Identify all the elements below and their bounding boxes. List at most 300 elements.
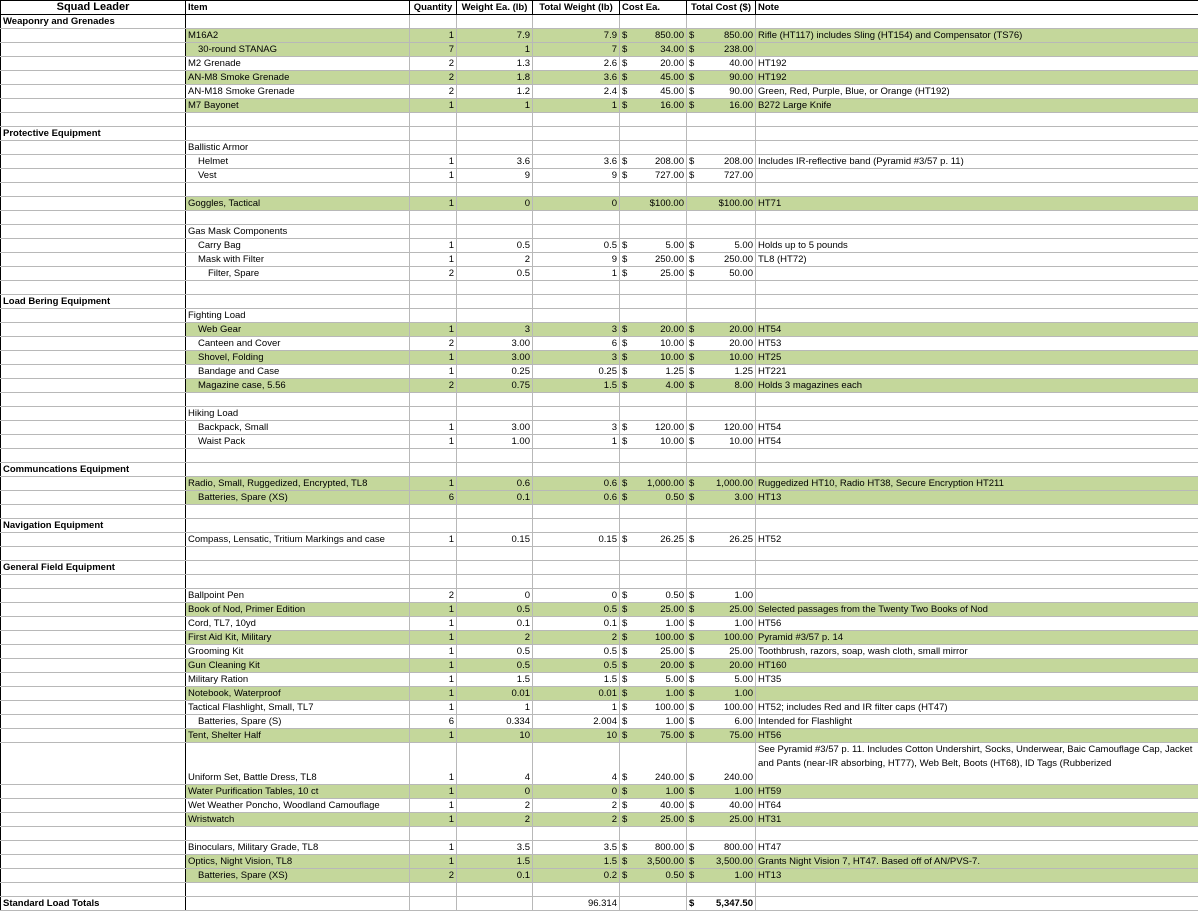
total-weight-cell[interactable]: 1.5 xyxy=(533,855,620,869)
category-cell[interactable] xyxy=(1,743,186,785)
item-cell[interactable]: Helmet xyxy=(186,155,410,169)
category-cell[interactable] xyxy=(1,239,186,253)
empty-cell[interactable] xyxy=(186,463,410,477)
empty-cell[interactable] xyxy=(687,183,756,197)
cost-each-cell[interactable] xyxy=(620,659,687,673)
item-cell[interactable]: Tactical Flashlight, Small, TL7 xyxy=(186,701,410,715)
total-weight-cell[interactable]: 1.5 xyxy=(533,673,620,687)
empty-cell[interactable] xyxy=(186,547,410,561)
empty-cell[interactable] xyxy=(533,113,620,127)
note-cell[interactable]: TL8 (HT72) xyxy=(756,253,1198,267)
empty-cell[interactable] xyxy=(687,561,756,575)
note-cell[interactable] xyxy=(756,225,1198,239)
category-cell[interactable] xyxy=(1,855,186,869)
empty-cell[interactable] xyxy=(410,127,457,141)
note-cell[interactable]: Ruggedized HT10, Radio HT38, Secure Encryption HT211 xyxy=(756,477,1198,491)
empty-cell[interactable] xyxy=(756,883,1198,897)
category-cell[interactable] xyxy=(1,141,186,155)
weight-each-cell[interactable]: 0 xyxy=(457,785,533,799)
section-title[interactable]: Communcations Equipment xyxy=(1,463,186,477)
empty-cell[interactable] xyxy=(687,281,756,295)
weight-each-cell[interactable]: 3 xyxy=(457,323,533,337)
quantity-cell[interactable]: 1 xyxy=(410,813,457,827)
category-cell[interactable] xyxy=(1,477,186,491)
quantity-cell[interactable]: 2 xyxy=(410,267,457,281)
empty-cell[interactable] xyxy=(533,15,620,29)
empty-cell[interactable] xyxy=(620,295,687,309)
weight-each-cell[interactable]: 3.00 xyxy=(457,351,533,365)
weight-each-cell[interactable]: 7.9 xyxy=(457,29,533,43)
total-weight-cell[interactable] xyxy=(533,141,620,155)
weight-each-cell[interactable]: 3.00 xyxy=(457,421,533,435)
cost-each-cell[interactable] xyxy=(620,57,687,71)
total-cost-cell[interactable] xyxy=(687,253,756,267)
total-weight-cell[interactable]: 0 xyxy=(533,785,620,799)
quantity-cell[interactable]: 1 xyxy=(410,701,457,715)
cost-each-cell[interactable] xyxy=(620,43,687,57)
cost-each-cell[interactable] xyxy=(620,421,687,435)
empty-cell[interactable] xyxy=(1,505,186,519)
total-cost-cell[interactable] xyxy=(687,477,756,491)
weight-each-cell[interactable]: 3.00 xyxy=(457,337,533,351)
cost-each-cell[interactable] xyxy=(620,813,687,827)
column-header-weight-each[interactable]: Weight Ea. (lb) xyxy=(457,1,533,15)
cost-each-cell[interactable] xyxy=(620,99,687,113)
category-cell[interactable] xyxy=(1,533,186,547)
empty-cell[interactable] xyxy=(687,211,756,225)
weight-each-cell[interactable]: 0.75 xyxy=(457,379,533,393)
weight-each-cell[interactable]: 1.5 xyxy=(457,673,533,687)
item-cell[interactable]: Book of Nod, Primer Edition xyxy=(186,603,410,617)
weight-each-cell[interactable]: 1 xyxy=(457,99,533,113)
empty-cell[interactable] xyxy=(186,449,410,463)
quantity-cell[interactable]: 1 xyxy=(410,659,457,673)
empty-cell[interactable] xyxy=(533,827,620,841)
note-cell[interactable]: HT52 xyxy=(756,533,1198,547)
note-cell[interactable] xyxy=(756,589,1198,603)
total-weight-cell[interactable]: 0.5 xyxy=(533,239,620,253)
empty-cell[interactable] xyxy=(457,505,533,519)
total-cost-cell[interactable] xyxy=(687,239,756,253)
item-cell[interactable]: Binoculars, Military Grade, TL8 xyxy=(186,841,410,855)
weight-each-cell[interactable]: 0.5 xyxy=(457,239,533,253)
category-cell[interactable] xyxy=(1,701,186,715)
empty-cell[interactable] xyxy=(620,505,687,519)
empty-cell[interactable] xyxy=(457,883,533,897)
weight-each-cell[interactable]: 0.5 xyxy=(457,645,533,659)
column-header-item[interactable]: Item xyxy=(186,1,410,15)
quantity-cell[interactable] xyxy=(410,225,457,239)
quantity-cell[interactable]: 1 xyxy=(410,645,457,659)
cost-each-cell[interactable] xyxy=(620,589,687,603)
item-cell[interactable]: Backpack, Small xyxy=(186,421,410,435)
cost-each-cell[interactable] xyxy=(620,141,687,155)
category-cell[interactable] xyxy=(1,365,186,379)
empty-cell[interactable] xyxy=(687,113,756,127)
item-cell[interactable]: Bandage and Case xyxy=(186,365,410,379)
empty-cell[interactable] xyxy=(756,449,1198,463)
totals-empty-cell[interactable] xyxy=(186,897,410,911)
cost-each-cell[interactable] xyxy=(620,407,687,421)
category-cell[interactable] xyxy=(1,841,186,855)
empty-cell[interactable] xyxy=(756,547,1198,561)
item-cell[interactable]: Uniform Set, Battle Dress, TL8 xyxy=(186,743,410,785)
item-cell[interactable]: Compass, Lensatic, Tritium Markings and case xyxy=(186,533,410,547)
empty-cell[interactable] xyxy=(756,211,1198,225)
note-cell[interactable]: HT13 xyxy=(756,491,1198,505)
weight-each-cell[interactable]: 10 xyxy=(457,729,533,743)
total-weight-cell[interactable]: 0.25 xyxy=(533,365,620,379)
cost-each-cell[interactable] xyxy=(620,253,687,267)
total-cost-cell[interactable] xyxy=(687,323,756,337)
total-weight-cell[interactable] xyxy=(533,309,620,323)
empty-cell[interactable] xyxy=(186,295,410,309)
empty-cell[interactable] xyxy=(620,15,687,29)
quantity-cell[interactable]: 1 xyxy=(410,169,457,183)
cost-each-cell[interactable] xyxy=(620,743,687,785)
total-weight-cell[interactable]: 0.5 xyxy=(533,603,620,617)
total-cost-cell[interactable] xyxy=(687,673,756,687)
category-cell[interactable] xyxy=(1,225,186,239)
cost-each-cell[interactable] xyxy=(620,365,687,379)
category-cell[interactable] xyxy=(1,379,186,393)
weight-each-cell[interactable]: 1.2 xyxy=(457,85,533,99)
item-cell[interactable]: AN-M18 Smoke Grenade xyxy=(186,85,410,99)
quantity-cell[interactable]: 1 xyxy=(410,239,457,253)
quantity-cell[interactable]: 1 xyxy=(410,799,457,813)
empty-cell[interactable] xyxy=(533,519,620,533)
sheet-title[interactable]: Squad Leader xyxy=(1,1,186,15)
empty-cell[interactable] xyxy=(457,575,533,589)
section-title[interactable]: Protective Equipment xyxy=(1,127,186,141)
item-cell[interactable]: Cord, TL7, 10yd xyxy=(186,617,410,631)
empty-cell[interactable] xyxy=(620,449,687,463)
total-weight-cell[interactable]: 9 xyxy=(533,169,620,183)
empty-cell[interactable] xyxy=(533,463,620,477)
total-weight-cell[interactable]: 7.9 xyxy=(533,29,620,43)
category-cell[interactable] xyxy=(1,169,186,183)
empty-cell[interactable] xyxy=(186,519,410,533)
total-weight-cell[interactable]: 0 xyxy=(533,589,620,603)
quantity-cell[interactable]: 1 xyxy=(410,785,457,799)
empty-cell[interactable] xyxy=(1,281,186,295)
category-cell[interactable] xyxy=(1,645,186,659)
empty-cell[interactable] xyxy=(756,505,1198,519)
cost-each-cell[interactable] xyxy=(620,71,687,85)
total-weight-cell[interactable]: 9 xyxy=(533,253,620,267)
category-cell[interactable] xyxy=(1,491,186,505)
category-cell[interactable] xyxy=(1,659,186,673)
category-cell[interactable] xyxy=(1,603,186,617)
empty-cell[interactable] xyxy=(410,449,457,463)
cost-each-cell[interactable] xyxy=(620,379,687,393)
quantity-cell[interactable]: 1 xyxy=(410,687,457,701)
empty-cell[interactable] xyxy=(533,505,620,519)
cost-each-cell[interactable] xyxy=(620,673,687,687)
empty-cell[interactable] xyxy=(457,561,533,575)
weight-each-cell[interactable]: 0.1 xyxy=(457,869,533,883)
total-weight-cell[interactable]: 7 xyxy=(533,43,620,57)
cost-each-cell[interactable] xyxy=(620,435,687,449)
cost-each-cell[interactable] xyxy=(620,785,687,799)
cost-each-cell[interactable] xyxy=(620,533,687,547)
empty-cell[interactable] xyxy=(756,393,1198,407)
empty-cell[interactable] xyxy=(186,183,410,197)
empty-cell[interactable] xyxy=(533,393,620,407)
total-weight-cell[interactable]: 0.6 xyxy=(533,491,620,505)
quantity-cell[interactable]: 1 xyxy=(410,253,457,267)
weight-each-cell[interactable]: 0.1 xyxy=(457,617,533,631)
empty-cell[interactable] xyxy=(457,393,533,407)
total-cost-cell[interactable] xyxy=(687,71,756,85)
item-cell[interactable]: Batteries, Spare (XS) xyxy=(186,491,410,505)
total-cost-cell[interactable] xyxy=(687,379,756,393)
category-cell[interactable] xyxy=(1,71,186,85)
empty-cell[interactable] xyxy=(687,463,756,477)
empty-cell[interactable] xyxy=(687,547,756,561)
empty-cell[interactable] xyxy=(1,575,186,589)
empty-cell[interactable] xyxy=(457,113,533,127)
empty-cell[interactable] xyxy=(410,183,457,197)
weight-each-cell[interactable]: 1.8 xyxy=(457,71,533,85)
quantity-cell[interactable]: 1 xyxy=(410,421,457,435)
weight-each-cell[interactable]: 1.5 xyxy=(457,855,533,869)
empty-cell[interactable] xyxy=(533,883,620,897)
item-cell[interactable]: Batteries, Spare (XS) xyxy=(186,869,410,883)
total-weight-cell[interactable]: 1.5 xyxy=(533,379,620,393)
category-cell[interactable] xyxy=(1,785,186,799)
empty-cell[interactable] xyxy=(186,211,410,225)
weight-each-cell[interactable]: 0.01 xyxy=(457,687,533,701)
note-cell[interactable] xyxy=(756,309,1198,323)
total-cost-cell[interactable] xyxy=(687,897,756,911)
item-cell[interactable]: Optics, Night Vision, TL8 xyxy=(186,855,410,869)
total-weight-cell[interactable]: 2.4 xyxy=(533,85,620,99)
item-cell[interactable]: M7 Bayonet xyxy=(186,99,410,113)
column-header-total-cost[interactable]: Total Cost ($) xyxy=(687,1,756,15)
weight-each-cell[interactable]: 2 xyxy=(457,799,533,813)
total-cost-cell[interactable] xyxy=(687,169,756,183)
empty-cell[interactable] xyxy=(687,127,756,141)
quantity-cell[interactable]: 1 xyxy=(410,631,457,645)
total-weight-cell[interactable]: 0.6 xyxy=(533,477,620,491)
empty-cell[interactable] xyxy=(410,295,457,309)
total-weight-cell[interactable]: 0.15 xyxy=(533,533,620,547)
total-weight-cell[interactable]: 10 xyxy=(533,729,620,743)
total-cost-cell[interactable] xyxy=(687,155,756,169)
empty-cell[interactable] xyxy=(186,561,410,575)
note-cell[interactable]: HT192 xyxy=(756,71,1198,85)
section-title[interactable]: Load Bering Equipment xyxy=(1,295,186,309)
empty-cell[interactable] xyxy=(620,393,687,407)
empty-cell[interactable] xyxy=(410,393,457,407)
total-cost-cell[interactable] xyxy=(687,421,756,435)
item-cell[interactable]: Notebook, Waterproof xyxy=(186,687,410,701)
weight-each-cell[interactable]: 1 xyxy=(457,701,533,715)
cost-each-cell[interactable] xyxy=(620,603,687,617)
note-cell[interactable]: Rifle (HT117) includes Sling (HT154) and Compensator (TS76) xyxy=(756,29,1198,43)
note-cell[interactable]: HT71 xyxy=(756,197,1198,211)
total-cost-cell[interactable] xyxy=(687,99,756,113)
total-cost-cell[interactable] xyxy=(687,869,756,883)
item-cell[interactable]: Gun Cleaning Kit xyxy=(186,659,410,673)
cost-each-cell[interactable] xyxy=(620,631,687,645)
quantity-cell[interactable] xyxy=(410,407,457,421)
weight-each-cell[interactable]: 4 xyxy=(457,743,533,785)
empty-cell[interactable] xyxy=(186,575,410,589)
item-cell[interactable]: Canteen and Cover xyxy=(186,337,410,351)
item-cell[interactable]: Radio, Small, Ruggedized, Encrypted, TL8 xyxy=(186,477,410,491)
weight-each-cell[interactable]: 1.00 xyxy=(457,435,533,449)
section-title[interactable]: Navigation Equipment xyxy=(1,519,186,533)
category-cell[interactable] xyxy=(1,99,186,113)
total-weight-cell[interactable]: 0.01 xyxy=(533,687,620,701)
category-cell[interactable] xyxy=(1,673,186,687)
total-cost-cell[interactable] xyxy=(687,29,756,43)
empty-cell[interactable] xyxy=(410,211,457,225)
item-cell[interactable]: Web Gear xyxy=(186,323,410,337)
empty-cell[interactable] xyxy=(620,281,687,295)
total-cost-cell[interactable] xyxy=(687,603,756,617)
empty-cell[interactable] xyxy=(533,127,620,141)
quantity-cell[interactable] xyxy=(410,309,457,323)
total-weight-cell[interactable]: 4 xyxy=(533,743,620,785)
empty-cell[interactable] xyxy=(533,281,620,295)
note-cell[interactable] xyxy=(756,687,1198,701)
quantity-cell[interactable]: 1 xyxy=(410,99,457,113)
empty-cell[interactable] xyxy=(620,883,687,897)
item-cell[interactable]: Hiking Load xyxy=(186,407,410,421)
note-cell[interactable]: HT192 xyxy=(756,57,1198,71)
total-cost-cell[interactable] xyxy=(687,701,756,715)
note-cell[interactable]: Toothbrush, razors, soap, wash cloth, small mirror xyxy=(756,645,1198,659)
empty-cell[interactable] xyxy=(687,449,756,463)
note-cell[interactable]: HT56 xyxy=(756,729,1198,743)
total-weight-cell[interactable]: 0.5 xyxy=(533,645,620,659)
quantity-cell[interactable] xyxy=(410,141,457,155)
empty-cell[interactable] xyxy=(1,449,186,463)
item-cell[interactable]: Military Ration xyxy=(186,673,410,687)
category-cell[interactable] xyxy=(1,715,186,729)
total-cost-cell[interactable] xyxy=(687,659,756,673)
empty-cell[interactable] xyxy=(620,827,687,841)
empty-cell[interactable] xyxy=(756,113,1198,127)
item-cell[interactable]: Vest xyxy=(186,169,410,183)
section-title[interactable]: Weaponry and Grenades xyxy=(1,15,186,29)
category-cell[interactable] xyxy=(1,729,186,743)
total-weight-cell[interactable]: 3.6 xyxy=(533,71,620,85)
total-cost-cell[interactable] xyxy=(687,799,756,813)
item-cell[interactable]: Tent, Shelter Half xyxy=(186,729,410,743)
weight-each-cell[interactable]: 3.5 xyxy=(457,841,533,855)
note-cell[interactable] xyxy=(756,267,1198,281)
total-weight-cell[interactable]: 0.1 xyxy=(533,617,620,631)
cost-each-cell[interactable] xyxy=(620,701,687,715)
cost-each-cell[interactable] xyxy=(620,225,687,239)
empty-cell[interactable] xyxy=(533,183,620,197)
note-cell[interactable]: See Pyramid #3/57 p. 11. Includes Cotton Undershirt, Socks, Underwear, Baic Camouflage Cap, Jacket and Pants (near-IR absorbing, HT77), Web Belt, Boots (HT68), ID Tags (Rubberized xyxy=(756,743,1198,785)
empty-cell[interactable] xyxy=(186,113,410,127)
category-cell[interactable] xyxy=(1,29,186,43)
empty-cell[interactable] xyxy=(457,15,533,29)
empty-cell[interactable] xyxy=(410,113,457,127)
weight-each-cell[interactable]: 0.1 xyxy=(457,491,533,505)
total-weight-cell[interactable]: 2 xyxy=(533,813,620,827)
empty-cell[interactable] xyxy=(410,505,457,519)
cost-each-cell[interactable] xyxy=(620,687,687,701)
empty-cell[interactable] xyxy=(457,463,533,477)
note-cell[interactable]: B272 Large Knife xyxy=(756,99,1198,113)
total-cost-cell[interactable]: $100.00 xyxy=(687,197,756,211)
note-cell[interactable]: HT35 xyxy=(756,673,1198,687)
weight-each-cell[interactable]: 3.6 xyxy=(457,155,533,169)
category-cell[interactable] xyxy=(1,197,186,211)
empty-cell[interactable] xyxy=(186,15,410,29)
item-cell[interactable]: Mask with Filter xyxy=(186,253,410,267)
note-cell[interactable] xyxy=(756,141,1198,155)
item-cell[interactable]: Ballpoint Pen xyxy=(186,589,410,603)
weight-each-cell[interactable] xyxy=(457,309,533,323)
quantity-cell[interactable]: 1 xyxy=(410,729,457,743)
empty-cell[interactable] xyxy=(410,827,457,841)
quantity-cell[interactable]: 2 xyxy=(410,589,457,603)
total-cost-cell[interactable] xyxy=(687,435,756,449)
empty-cell[interactable] xyxy=(620,127,687,141)
item-cell[interactable]: Waist Pack xyxy=(186,435,410,449)
total-cost-cell[interactable] xyxy=(687,407,756,421)
total-cost-cell[interactable] xyxy=(687,617,756,631)
note-cell[interactable]: HT47 xyxy=(756,841,1198,855)
weight-each-cell[interactable]: 0.15 xyxy=(457,533,533,547)
empty-cell[interactable] xyxy=(1,827,186,841)
total-weight-cell[interactable]: 0.5 xyxy=(533,659,620,673)
column-header-cost-each[interactable]: Cost Ea. xyxy=(620,1,687,15)
item-cell[interactable]: Wristwatch xyxy=(186,813,410,827)
item-cell[interactable]: Fighting Load xyxy=(186,309,410,323)
empty-cell[interactable] xyxy=(620,463,687,477)
weight-each-cell[interactable] xyxy=(457,141,533,155)
item-cell[interactable]: 30-round STANAG xyxy=(186,43,410,57)
empty-cell[interactable] xyxy=(533,449,620,463)
weight-each-cell[interactable]: 0.25 xyxy=(457,365,533,379)
quantity-cell[interactable]: 2 xyxy=(410,71,457,85)
weight-each-cell[interactable]: 0.5 xyxy=(457,603,533,617)
note-cell[interactable]: HT160 xyxy=(756,659,1198,673)
empty-cell[interactable] xyxy=(457,827,533,841)
total-weight-cell[interactable]: 0.2 xyxy=(533,869,620,883)
quantity-cell[interactable]: 1 xyxy=(410,617,457,631)
note-cell[interactable]: HT52; includes Red and IR filter caps (HT47) xyxy=(756,701,1198,715)
total-weight-cell[interactable]: 1 xyxy=(533,701,620,715)
category-cell[interactable] xyxy=(1,155,186,169)
total-weight-cell[interactable]: 3 xyxy=(533,421,620,435)
weight-each-cell[interactable]: 0 xyxy=(457,197,533,211)
empty-cell[interactable] xyxy=(186,127,410,141)
quantity-cell[interactable]: 1 xyxy=(410,533,457,547)
item-cell[interactable]: Grooming Kit xyxy=(186,645,410,659)
weight-each-cell[interactable]: 1 xyxy=(457,43,533,57)
quantity-cell[interactable]: 1 xyxy=(410,323,457,337)
weight-each-cell[interactable]: 0.6 xyxy=(457,477,533,491)
category-cell[interactable] xyxy=(1,43,186,57)
category-cell[interactable] xyxy=(1,435,186,449)
total-weight-cell[interactable]: 0 xyxy=(533,197,620,211)
empty-cell[interactable] xyxy=(756,827,1198,841)
quantity-cell[interactable]: 1 xyxy=(410,155,457,169)
total-cost-cell[interactable] xyxy=(687,841,756,855)
empty-cell[interactable] xyxy=(620,561,687,575)
item-cell[interactable]: M2 Grenade xyxy=(186,57,410,71)
